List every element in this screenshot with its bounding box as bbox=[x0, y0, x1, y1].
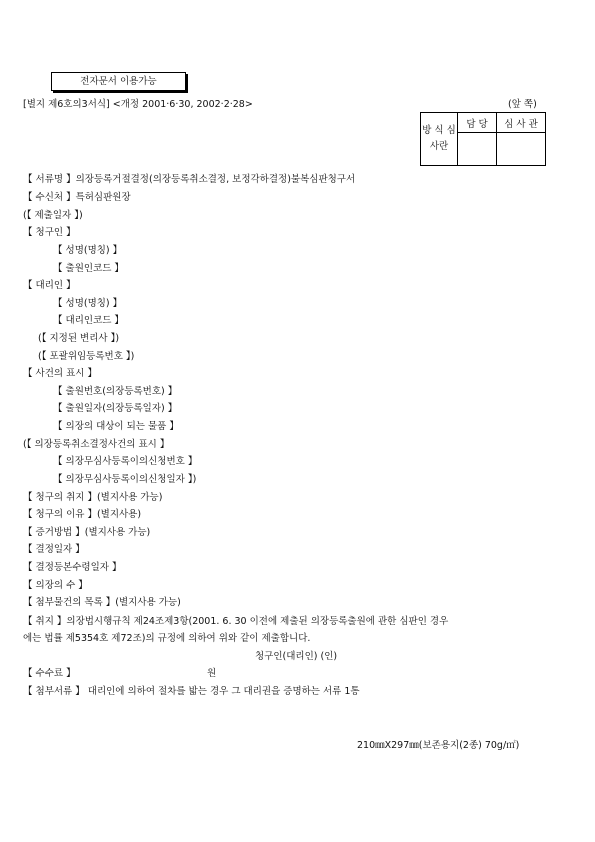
field-evidence: 【 증거방법 】(별지사용 가능) bbox=[23, 527, 151, 538]
fee-unit: 원 bbox=[207, 668, 217, 679]
field-opposition-date: 【 의장무심사등록이의신청일자 】) bbox=[53, 474, 197, 485]
approval-col-examiner: 심 사 관 bbox=[497, 113, 546, 133]
signature-line: 청구인(대리인) (인) bbox=[255, 651, 338, 662]
field-design-article: 【 의장의 대상이 되는 물품 】 bbox=[53, 421, 179, 432]
attachments-line: 【 첨부서류 】 대리인에 의하여 절차를 밟는 경우 그 대리권을 증명하는 서류 1통 bbox=[23, 686, 360, 697]
purpose-statement-line1: 【 취지 】의장법시행규칙 제24조제3항(2001. 6. 30 이전에 제출된 의장등록출원에 관한 심판인 경우 bbox=[23, 616, 449, 627]
approval-row-header: 방 식 심사란 bbox=[421, 113, 458, 166]
field-recipient: 【 수신처 】특허심판원장 bbox=[23, 192, 131, 203]
field-submission-date: (【 제출일자 】) bbox=[23, 210, 83, 221]
field-claimant-name: 【 성명(명칭) 】 bbox=[53, 245, 123, 256]
approval-col-officer: 담 당 bbox=[458, 113, 497, 133]
field-claim-purpose: 【 청구의 취지 】(별지사용 가능) bbox=[23, 492, 163, 503]
field-application-date: 【 출원일자(의장등록일자) 】 bbox=[53, 403, 178, 414]
field-applicant-code: 【 출원인코드 】 bbox=[53, 263, 124, 274]
field-decision-date: 【 결정일자 】 bbox=[23, 544, 85, 555]
field-agent-name: 【 성명(명칭) 】 bbox=[53, 298, 123, 309]
e-document-badge: 전자문서 이용가능 bbox=[51, 72, 186, 91]
field-general-power-number: (【 포괄위임등록번호 】) bbox=[38, 351, 135, 362]
field-opposition-number: 【 의장무심사등록이의신청번호 】 bbox=[53, 456, 198, 467]
paper-specification: 210㎜X297㎜(보존용지(2종) 70g/㎡) bbox=[357, 740, 520, 751]
field-design-count: 【 의장의 수 】 bbox=[23, 580, 88, 591]
field-application-number: 【 출원번호(의장등록번호) 】 bbox=[53, 386, 178, 397]
field-receipt-date: 【 결정등본수령일자 】 bbox=[23, 562, 122, 573]
purpose-statement-line2: 에는 법률 제5354호 제72조)의 규정에 의하여 위와 같이 제출합니다. bbox=[23, 633, 311, 644]
field-claimant: 【 청구인 】 bbox=[23, 227, 76, 238]
field-case-indication: 【 사건의 표시 】 bbox=[23, 368, 97, 379]
field-attached-items: 【 첨부물건의 목록 】(별지사용 가능) bbox=[23, 597, 181, 608]
field-document-name: 【 서류명 】의장등록거절결정(의장등록취소결정, 보정각하결정)불복심판청구서 bbox=[23, 174, 356, 185]
field-cancellation-case: (【 의장등록취소결정사건의 표시 】 bbox=[23, 439, 170, 450]
field-agent-code: 【 대리인코드 】 bbox=[53, 315, 124, 326]
field-designated-attorney: (【 지정된 변리사 】) bbox=[38, 333, 120, 344]
front-side-label: (앞 쪽) bbox=[508, 99, 537, 110]
approval-officer-cell[interactable] bbox=[458, 133, 497, 166]
approval-examiner-cell[interactable] bbox=[497, 133, 546, 166]
approval-box bbox=[420, 112, 546, 166]
field-claim-reason: 【 청구의 이유 】(별지사용) bbox=[23, 509, 142, 520]
form-reference: [별지 제6호의3서식] <개정 2001·6·30, 2002·2·28> bbox=[23, 99, 253, 110]
fee-label: 【 수수료 】 bbox=[23, 668, 76, 679]
field-agent: 【 대리인 】 bbox=[23, 280, 76, 291]
